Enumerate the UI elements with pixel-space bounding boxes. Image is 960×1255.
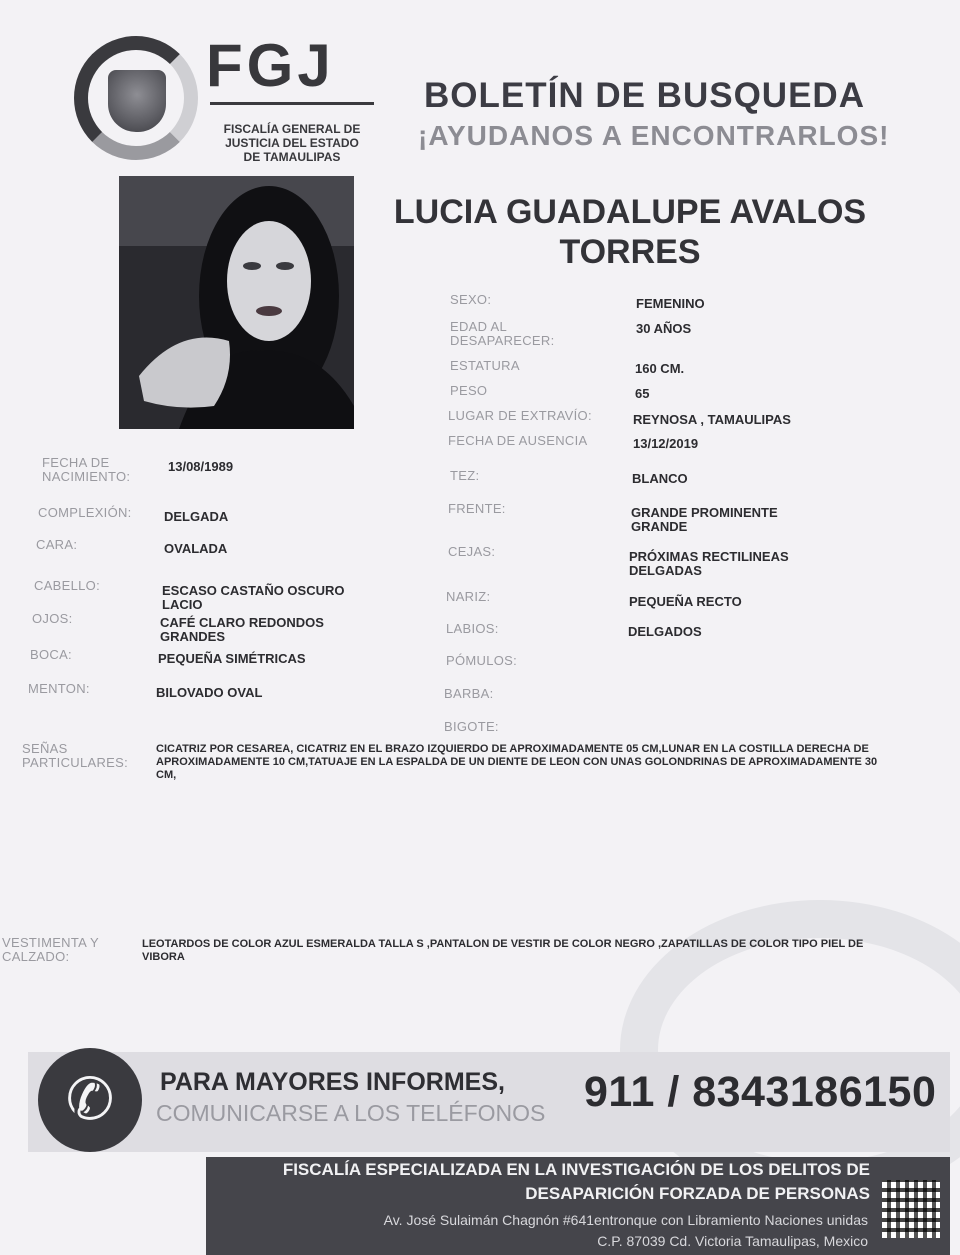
- person-name-line-1: LUCIA GUADALUPE AVALOS: [393, 193, 867, 231]
- barba-label: BARBA:: [444, 686, 494, 701]
- complexion-label: COMPLEXIÓN:: [38, 505, 132, 520]
- bulletin-subtitle: ¡AYUDANOS A ENCONTRARLOS!: [418, 120, 890, 151]
- labios-value: DELGADOS: [628, 624, 702, 639]
- menton-label: MENTON:: [28, 681, 90, 696]
- footer-address-line-1: Av. José Sulaimán Chagnón #641entronque con Libramiento Naciones unidas: [383, 1212, 868, 1228]
- agency-line-1: FISCALÍA GENERAL DE: [223, 122, 361, 136]
- tez-value: BLANCO: [632, 471, 688, 486]
- menton-value: BILOVADO OVAL: [156, 685, 263, 700]
- tez-label: TEZ:: [450, 468, 480, 483]
- boca-label: BOCA:: [30, 647, 72, 662]
- lugar-label: LUGAR DE EXTRAVÍO:: [448, 408, 592, 423]
- senas-label: SEÑAS PARTICULARES:: [22, 741, 129, 770]
- fecha-nacimiento-value: 13/08/1989: [168, 459, 234, 474]
- contact-line-2: COMUNICARSE A LOS TELÉFONOS: [156, 1100, 546, 1126]
- pomulos-label: PÓMULOS:: [446, 653, 518, 668]
- lugar-value: REYNOSA , TAMAULIPAS: [633, 412, 791, 427]
- estatura-label: ESTATURA: [450, 358, 520, 373]
- fecha-ausencia-label: FECHA DE AUSENCIA: [448, 433, 588, 448]
- fecha-ausencia-value: 13/12/2019: [633, 436, 699, 451]
- qr-code-icon[interactable]: [882, 1180, 940, 1238]
- frente-label: FRENTE:: [448, 501, 506, 516]
- complexion-value: DELGADA: [164, 509, 229, 524]
- vestimenta-value: LEOTARDOS DE COLOR AZUL ESMERALDA TALLA S ,PANTALON DE VESTIR DE COLOR NEGRO ,ZAPATILLAS DE COLOR TIPO PIEL DE VIBORA: [142, 938, 864, 963]
- cara-value: OVALADA: [164, 541, 228, 556]
- cejas-label: CEJAS:: [448, 544, 496, 559]
- missing-person-photo: [119, 176, 354, 429]
- cabello-label: CABELLO:: [34, 578, 100, 593]
- bigote-label: BIGOTE:: [444, 719, 499, 734]
- sexo-label: SEXO:: [450, 292, 492, 307]
- senas-value: CICATRIZ POR CESAREA, CICATRIZ EN EL BRAZO IZQUIERDO DE APROXIMADAMENTE 05 CM,LUNAR EN LA COSTILLA DERECHA DE APROXIMADAMENTE 10 CM,TATUAJE EN LA ESPALDA DE UN DIENTE DE LEON CON UNAS GOLONDRINAS DE APROXIMADAMENTE 30 CM,: [156, 743, 878, 781]
- cabello-value: ESCASO CASTAÑO OSCURO LACIO: [162, 583, 345, 612]
- edad-label: EDAD AL DESAPARECER:: [450, 319, 555, 348]
- brand-underline: [210, 102, 374, 105]
- cara-label: CARA:: [36, 537, 78, 552]
- fecha-nacimiento-label: FECHA DE NACIMIENTO:: [42, 455, 131, 484]
- edad-value: 30 AÑOS: [636, 321, 692, 336]
- agency-name: [205, 122, 379, 164]
- phone-icon: ✆: [65, 1067, 115, 1132]
- portrait-icon: [119, 176, 354, 429]
- estatura-value: 160 CM.: [635, 361, 685, 376]
- footer-agency-line-1: FISCALÍA ESPECIALIZADA EN LA INVESTIGACIÓN DE LOS DELITOS DE: [282, 1160, 870, 1179]
- contact-phone-number[interactable]: 911 / 8343186150: [584, 1068, 937, 1116]
- brand-fgj: FGJ: [206, 32, 335, 99]
- boca-value: PEQUEÑA SIMÉTRICAS: [158, 651, 306, 666]
- tamaulipas-seal-icon: [108, 70, 166, 132]
- contact-line-1: PARA MAYORES INFORMES,: [160, 1068, 505, 1096]
- nariz-value: PEQUEÑA RECTO: [629, 594, 742, 609]
- ojos-label: OJOS:: [32, 611, 73, 626]
- peso-label: PESO: [450, 383, 488, 398]
- nariz-label: NARIZ:: [446, 589, 491, 604]
- labios-label: LABIOS:: [446, 621, 499, 636]
- person-name-line-2: TORRES: [559, 233, 701, 271]
- bulletin-title: BOLETÍN DE BUSQUEDA: [424, 76, 865, 115]
- cejas-value: PRÓXIMAS RECTILINEAS DELGADAS: [629, 549, 789, 578]
- peso-value: 65: [635, 386, 650, 401]
- sexo-value: FEMENINO: [636, 296, 705, 311]
- ojos-value: CAFÉ CLARO REDONDOS GRANDES: [160, 615, 324, 644]
- agency-line-2: JUSTICIA DEL ESTADO: [225, 136, 359, 150]
- person-name: [370, 192, 890, 272]
- vestimenta-label: VESTIMENTA Y CALZADO:: [2, 935, 99, 964]
- agency-line-3: DE TAMAULIPAS: [243, 150, 341, 164]
- frente-value: GRANDE PROMINENTE GRANDE: [631, 505, 778, 534]
- footer-agency-line-2: DESAPARICIÓN FORZADA DE PERSONAS: [525, 1184, 870, 1203]
- footer-address-line-2: C.P. 87039 Cd. Victoria Tamaulipas, Mexico: [597, 1233, 868, 1249]
